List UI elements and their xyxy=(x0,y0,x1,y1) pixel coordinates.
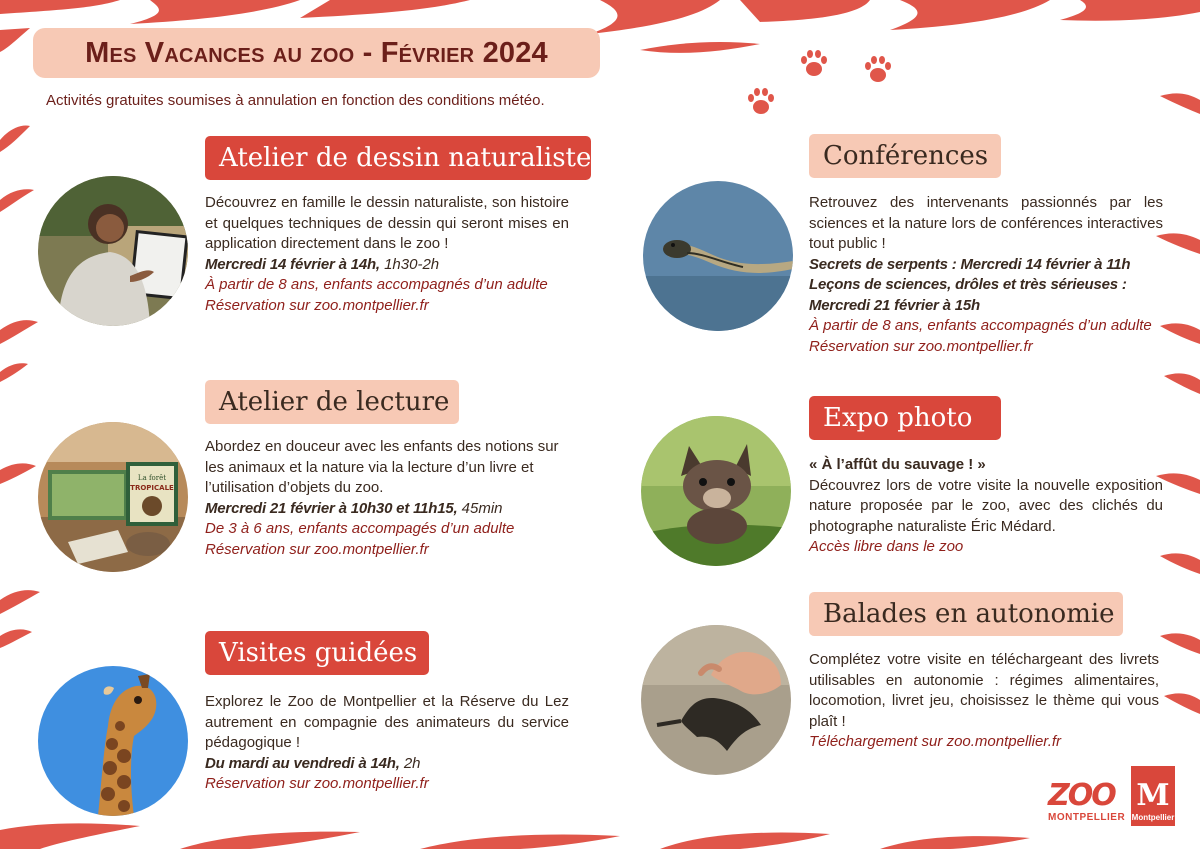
fox-cub-photo xyxy=(641,416,791,566)
visites-content xyxy=(205,692,569,795)
zoo-montpellier-logo xyxy=(1048,780,1126,830)
visites-description: Explorez le Zoo de Montpellier et la Réserve du Lez autrement en compagnie des animateurs du service pédagogique ! xyxy=(205,693,569,751)
heading-atelier-lecture: Atelier de lecture xyxy=(205,380,459,424)
visites-booking: Réservation sur zoo.montpellier.fr xyxy=(205,775,429,792)
montpellier-city-logo xyxy=(1131,766,1175,826)
city-logo-letter: M xyxy=(1136,778,1170,813)
lecture-date: Mercredi 21 février à 10h30 et 11h15, xyxy=(205,499,458,517)
book-title-bottom: TROPICALE xyxy=(130,484,174,492)
lecture-duration: 45min xyxy=(461,499,503,517)
heading-visites-guidees: Visites guidées xyxy=(205,631,429,675)
conferences-talk2-title: Leçons de sciences, drôles et très sérieuses : xyxy=(809,276,1127,293)
dessin-content xyxy=(205,193,569,316)
conferences-description: Retrouvez des intervenants passionnés par les sciences et la nature lors de conférences interactives tout public ! xyxy=(809,194,1163,252)
dessin-audience: À partir de 8 ans, enfants accompagnés d’un adulte xyxy=(205,276,548,293)
giraffe-photo xyxy=(38,666,188,816)
conferences-booking: Réservation sur zoo.montpellier.fr xyxy=(809,337,1033,355)
expo-quote: « À l’affût du sauvage ! » xyxy=(809,456,986,473)
visites-duration: 2h xyxy=(403,754,421,772)
snake-photo xyxy=(643,181,793,331)
heading-atelier-dessin: Atelier de dessin naturaliste xyxy=(205,136,591,180)
visites-date: Du mardi au vendredi à 14h, xyxy=(205,754,400,772)
zoo-logo-mark: ZOO xyxy=(1048,778,1115,813)
lecture-content xyxy=(205,437,569,560)
dessin-booking: Réservation sur zoo.montpellier.fr xyxy=(205,296,429,314)
conferences-talk1: Secrets de serpents : Mercredi 14 février à 11h xyxy=(809,255,1131,273)
zoo-logo-city: MONTPELLIER xyxy=(1048,812,1126,823)
page-title: Mes Vacances au zoo - Février 2024 xyxy=(33,28,600,78)
paw-print-icon xyxy=(745,86,777,118)
page-subtitle: Activités gratuites soumises à annulation en fonction des conditions météo. xyxy=(46,92,545,109)
expo-description: Découvrez lors de votre visite la nouvelle exposition nature proposée par le zoo, avec des clichés du photographe naturaliste Éric Médard. xyxy=(809,476,1163,535)
expo-content xyxy=(809,455,1163,558)
paw-print-icon xyxy=(798,48,830,80)
lecture-description: Abordez en douceur avec les enfants des notions sur les animaux et la nature via la lecture d’un livre et l’utilisation d’objets du zoo. xyxy=(205,438,559,496)
child-drawing-photo xyxy=(38,176,188,326)
lecture-audience: De 3 à 6 ans, enfants accompagés d’un adulte xyxy=(205,520,515,537)
lecture-booking: Réservation sur zoo.montpellier.fr xyxy=(205,540,429,558)
balades-download: Téléchargement sur zoo.montpellier.fr xyxy=(809,733,1062,750)
hand-footprint-photo xyxy=(641,625,791,775)
book-title-top: La forêt xyxy=(137,474,167,482)
city-logo-name: Montpellier xyxy=(1131,813,1175,822)
balades-content xyxy=(809,650,1159,753)
dessin-description: Découvrez en famille le dessin naturaliste, son histoire et quelques techniques de dessin qui seront mises en application directement dans le zoo ! xyxy=(205,194,569,252)
expo-access: Accès libre dans le zoo xyxy=(809,538,964,555)
heading-expo-photo: Expo photo xyxy=(809,396,1001,440)
paw-print-icon xyxy=(862,54,894,86)
heading-conferences: Conférences xyxy=(809,134,1001,178)
dessin-date: Mercredi 14 février à 14h, xyxy=(205,255,380,273)
conferences-talk2-date: Mercredi 21 février à 15h xyxy=(809,296,980,314)
conferences-audience: À partir de 8 ans, enfants accompagnés d’un adulte xyxy=(809,317,1152,334)
balades-description: Complétez votre visite en téléchargeant des livrets utilisables en autonomie : régimes alimentaires, locomotion, livret jeu, choisissez le thème qui vous plaît ! xyxy=(809,651,1159,730)
dessin-duration: 1h30-2h xyxy=(384,255,440,273)
books-photo xyxy=(38,422,188,572)
conferences-content xyxy=(809,193,1163,357)
heading-balades-autonomie: Balades en autonomie xyxy=(809,592,1123,636)
